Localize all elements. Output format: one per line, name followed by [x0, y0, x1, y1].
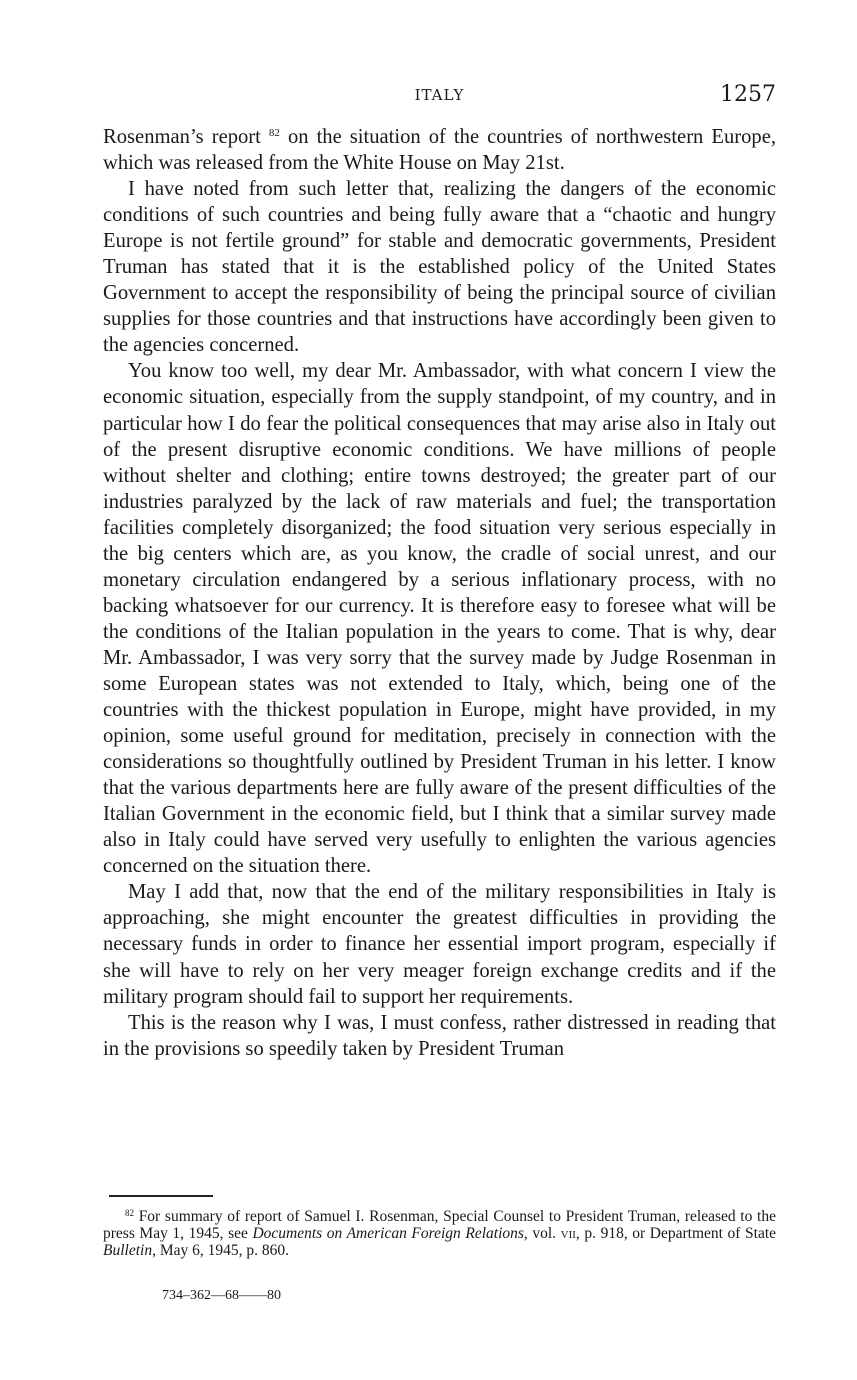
paragraph: I have noted from such letter that, realizing the dangers of the economic conditions of such countries and being fully aware that a “chaotic and hungry Europe is not fertile ground” for stable and democratic governments, President Truman has stated that it is the established policy of the United States Government to accept the responsibility of being the principal source of civilian supplies for those countries and that instructions have accordingly been given to the agencies concerned. [103, 178, 776, 357]
paragraph: You know too well, my dear Mr. Ambassador, with what concern I view the economic situation, especially from the supply standpoint, of my country, and in particular how I do fear the political consequences that may arise also in Italy out of the present disruptive economic conditions. We have millions of people without shelter and clothing; entire towns destroyed; the greater part of our industries paralyzed by the lack of raw materials and fuel; the transportation facilities completely disorganized; the food situation very serious especially in the big centers which are, as you know, the cradle of social unrest, and our monetary circulation endangered by a serious inflationary process, with no backing whatsoever for our currency. It is therefore easy to foresee what will be the conditions of the Italian population in the years to come. That is why, dear Mr. Ambassador, I was very sorry that the survey made by Judge Rosenman in some European states was not extended to Italy, which, being one of the countries with the thickest population in Europe, might have provided, in my opinion, some useful ground for meditation, precisely in connection with the considerations so thoughtfully outlined by President Truman in his letter. I know that the various departments here are fully aware of the present difficulties of the Italian Government in the economic field, but I think that a similar survey made also in Italy could have served very usefully to enlighten the various agencies concerned on the situation there. [103, 360, 776, 878]
footnote-reference: 82 [268, 127, 280, 139]
footnote-text: , vol. [523, 1225, 561, 1242]
body-text [103, 124, 776, 1062]
footnote-text: For summary of report of Samuel I. Rosenman, Special Counsel to President Truman, released to the press May 1, 1945, see [103, 1208, 776, 1242]
page-header [103, 82, 776, 112]
footnote-text: , May 6, 1945, p. 860. [152, 1242, 289, 1259]
print-code: 734–362—68——80 [162, 1288, 281, 1303]
footnote-volume: vii [560, 1225, 576, 1242]
page-number: 1257 [720, 82, 776, 107]
footnote [103, 1208, 776, 1259]
paragraph-continued [103, 124, 776, 176]
paragraph: This is the reason why I was, I must confess, rather distressed in reading that in the provisions so speedily taken by President Truman [103, 1011, 776, 1060]
footnote-title: Bulletin [103, 1242, 153, 1259]
paragraph-text: Rosenman’s report [103, 126, 269, 148]
paragraph-text: on the situation of the countries of northwestern Europe, which was released from the White House on May 21st. [103, 126, 776, 175]
footnote-divider [109, 1195, 213, 1197]
running-head: ITALY [414, 86, 465, 104]
footnote-text: , p. 918, or Department of State [575, 1225, 777, 1242]
footnote-title: Documents on American Foreign Relations [252, 1225, 524, 1242]
paragraph: May I add that, now that the end of the military responsibilities in Italy is approaching, she might encounter the greatest difficulties in providing the necessary funds in order to finance her essential import program, especially if she will have to rely on her very meager foreign exchange credits and if the military program should fail to support her requirements. [103, 881, 776, 1008]
footnote-marker: 82 [125, 1208, 134, 1218]
